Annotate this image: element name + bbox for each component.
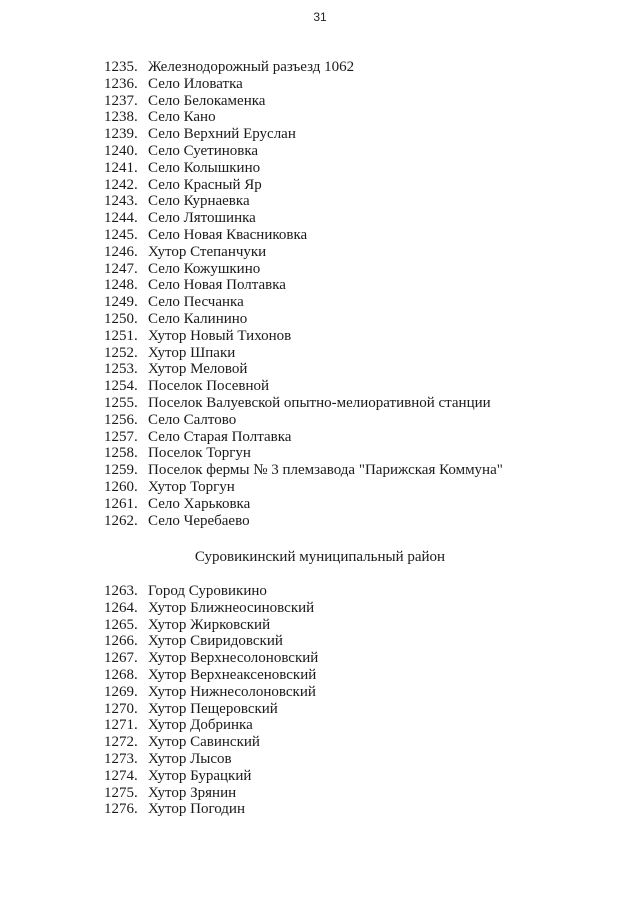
list-item [104, 734, 318, 751]
item-number: 1256. [104, 411, 138, 428]
settlement-name: Село Курнаевка [148, 193, 250, 210]
list-item [104, 801, 318, 818]
settlement-name: Село Суетиновка [148, 142, 259, 159]
list-item [104, 650, 318, 667]
settlement-list-upper [104, 59, 503, 529]
settlement-name: Хутор Жирковский [148, 616, 271, 633]
settlement-name: Хутор Лысов [148, 750, 232, 767]
settlement-list-lower [104, 583, 318, 818]
item-number: 1242. [104, 176, 138, 193]
settlement-name: Хутор Новый Тихонов [148, 327, 292, 344]
item-number: 1240. [104, 142, 138, 159]
settlement-name: Село Красный Яр [148, 176, 262, 193]
list-item [104, 227, 503, 244]
item-number: 1267. [104, 650, 138, 667]
item-number: 1255. [104, 394, 138, 411]
section-heading: Суровикинский муниципальный район [194, 549, 446, 565]
item-number: 1261. [104, 495, 138, 512]
list-item [104, 294, 503, 311]
item-number: 1237. [104, 92, 138, 109]
item-number: 1271. [104, 717, 138, 734]
list-item [104, 109, 503, 126]
list-item [104, 445, 503, 462]
list-item [104, 126, 503, 143]
settlement-name: Село Новая Квасниковка [148, 226, 308, 243]
settlement-name: Поселок фермы № 3 племзавода "Парижская Коммуна" [148, 462, 503, 479]
settlement-name: Поселок Торгун [148, 445, 251, 462]
item-number: 1270. [104, 700, 138, 717]
settlement-name: Хутор Шпаки [148, 344, 236, 361]
list-item [104, 617, 318, 634]
settlement-name: Село Кано [148, 109, 216, 126]
list-item [104, 583, 318, 600]
list-item [104, 160, 503, 177]
settlement-name: Село Черебаево [148, 512, 250, 529]
item-number: 1239. [104, 126, 138, 143]
item-number: 1236. [104, 75, 138, 92]
list-item [104, 93, 503, 110]
settlement-name: Хутор Савинский [148, 734, 260, 751]
settlement-name: Хутор Пещеровский [148, 700, 278, 717]
settlement-name: Село Белокаменка [148, 92, 266, 109]
item-number: 1244. [104, 210, 138, 227]
list-item [104, 513, 503, 530]
settlement-name: Хутор Свиридовский [148, 633, 283, 650]
settlement-name: Хутор Зрянин [148, 784, 237, 801]
list-item [104, 496, 503, 513]
list-item [104, 785, 318, 802]
list-item [104, 328, 503, 345]
list-item [104, 378, 503, 395]
item-number: 1273. [104, 750, 138, 767]
settlement-name: Хутор Ближнеосиновский [148, 599, 315, 616]
item-number: 1275. [104, 784, 138, 801]
list-item [104, 59, 503, 76]
item-number: 1269. [104, 683, 138, 700]
item-number: 1258. [104, 445, 138, 462]
settlement-name: Хутор Меловой [148, 361, 248, 378]
list-item [104, 76, 503, 93]
item-number: 1246. [104, 243, 138, 260]
settlement-name: Хутор Бурацкий [148, 767, 252, 784]
list-item [104, 684, 318, 701]
list-item [104, 244, 503, 261]
item-number: 1252. [104, 344, 138, 361]
list-item [104, 210, 503, 227]
settlement-name: Село Колышкино [148, 159, 261, 176]
item-number: 1243. [104, 193, 138, 210]
settlement-name: Железнодорожный разъезд 1062 [148, 59, 355, 75]
item-number: 1274. [104, 767, 138, 784]
page-number: 31 [313, 10, 327, 24]
list-item [104, 429, 503, 446]
list-item [104, 479, 503, 496]
item-number: 1249. [104, 294, 138, 311]
settlement-name: Село Калинино [148, 310, 248, 327]
list-item [104, 600, 318, 617]
settlement-name: Хутор Нижнесолоновский [148, 683, 316, 700]
settlement-name: Село Песчанка [148, 294, 244, 311]
settlement-name: Хутор Добринка [148, 717, 253, 734]
settlement-name: Село Старая Полтавка [148, 428, 292, 445]
settlement-name: Село Кожушкино [148, 260, 261, 277]
item-number: 1268. [104, 666, 138, 683]
settlement-name: Хутор Верхнесолоновский [148, 650, 319, 667]
settlement-name: Село Иловатка [148, 75, 243, 92]
settlement-name: Село Новая Полтавка [148, 277, 286, 294]
list-item [104, 633, 318, 650]
item-number: 1254. [104, 378, 138, 395]
settlement-name: Поселок Валуевской опытно-мелиоративной станции [148, 394, 491, 411]
item-number: 1263. [104, 583, 138, 599]
settlement-name: Село Лятошинка [148, 210, 256, 227]
item-number: 1257. [104, 428, 138, 445]
item-number: 1245. [104, 226, 138, 243]
settlement-name: Город Суровикино [148, 583, 267, 599]
list-item [104, 143, 503, 160]
list-item [104, 361, 503, 378]
item-number: 1238. [104, 109, 138, 126]
settlement-name: Село Верхний Еруслан [148, 126, 296, 143]
item-number: 1251. [104, 327, 138, 344]
item-number: 1264. [104, 599, 138, 616]
list-item [104, 193, 503, 210]
list-item [104, 261, 503, 278]
list-item [104, 177, 503, 194]
item-number: 1253. [104, 361, 138, 378]
settlement-name: Село Харьковка [148, 495, 251, 512]
item-number: 1248. [104, 277, 138, 294]
item-number: 1235. [104, 59, 138, 75]
settlement-name: Село Салтово [148, 411, 237, 428]
settlement-name: Хутор Верхнеаксеновский [148, 666, 317, 683]
list-item [104, 277, 503, 294]
item-number: 1259. [104, 462, 138, 479]
item-number: 1250. [104, 310, 138, 327]
list-item [104, 345, 503, 362]
list-item [104, 395, 503, 412]
item-number: 1262. [104, 512, 138, 529]
item-number: 1265. [104, 616, 138, 633]
list-item [104, 768, 318, 785]
list-item [104, 311, 503, 328]
list-item [104, 462, 503, 479]
list-item [104, 701, 318, 718]
settlement-name: Хутор Торгун [148, 478, 235, 495]
list-item [104, 667, 318, 684]
item-number: 1247. [104, 260, 138, 277]
item-number: 1260. [104, 478, 138, 495]
settlement-name: Хутор Погодин [148, 801, 245, 818]
settlement-name: Хутор Степанчуки [148, 243, 267, 260]
item-number: 1272. [104, 734, 138, 751]
settlement-name: Поселок Посевной [148, 378, 270, 395]
item-number: 1241. [104, 159, 138, 176]
item-number: 1266. [104, 633, 138, 650]
list-item [104, 751, 318, 768]
list-item [104, 717, 318, 734]
item-number: 1276. [104, 801, 138, 818]
list-item [104, 412, 503, 429]
